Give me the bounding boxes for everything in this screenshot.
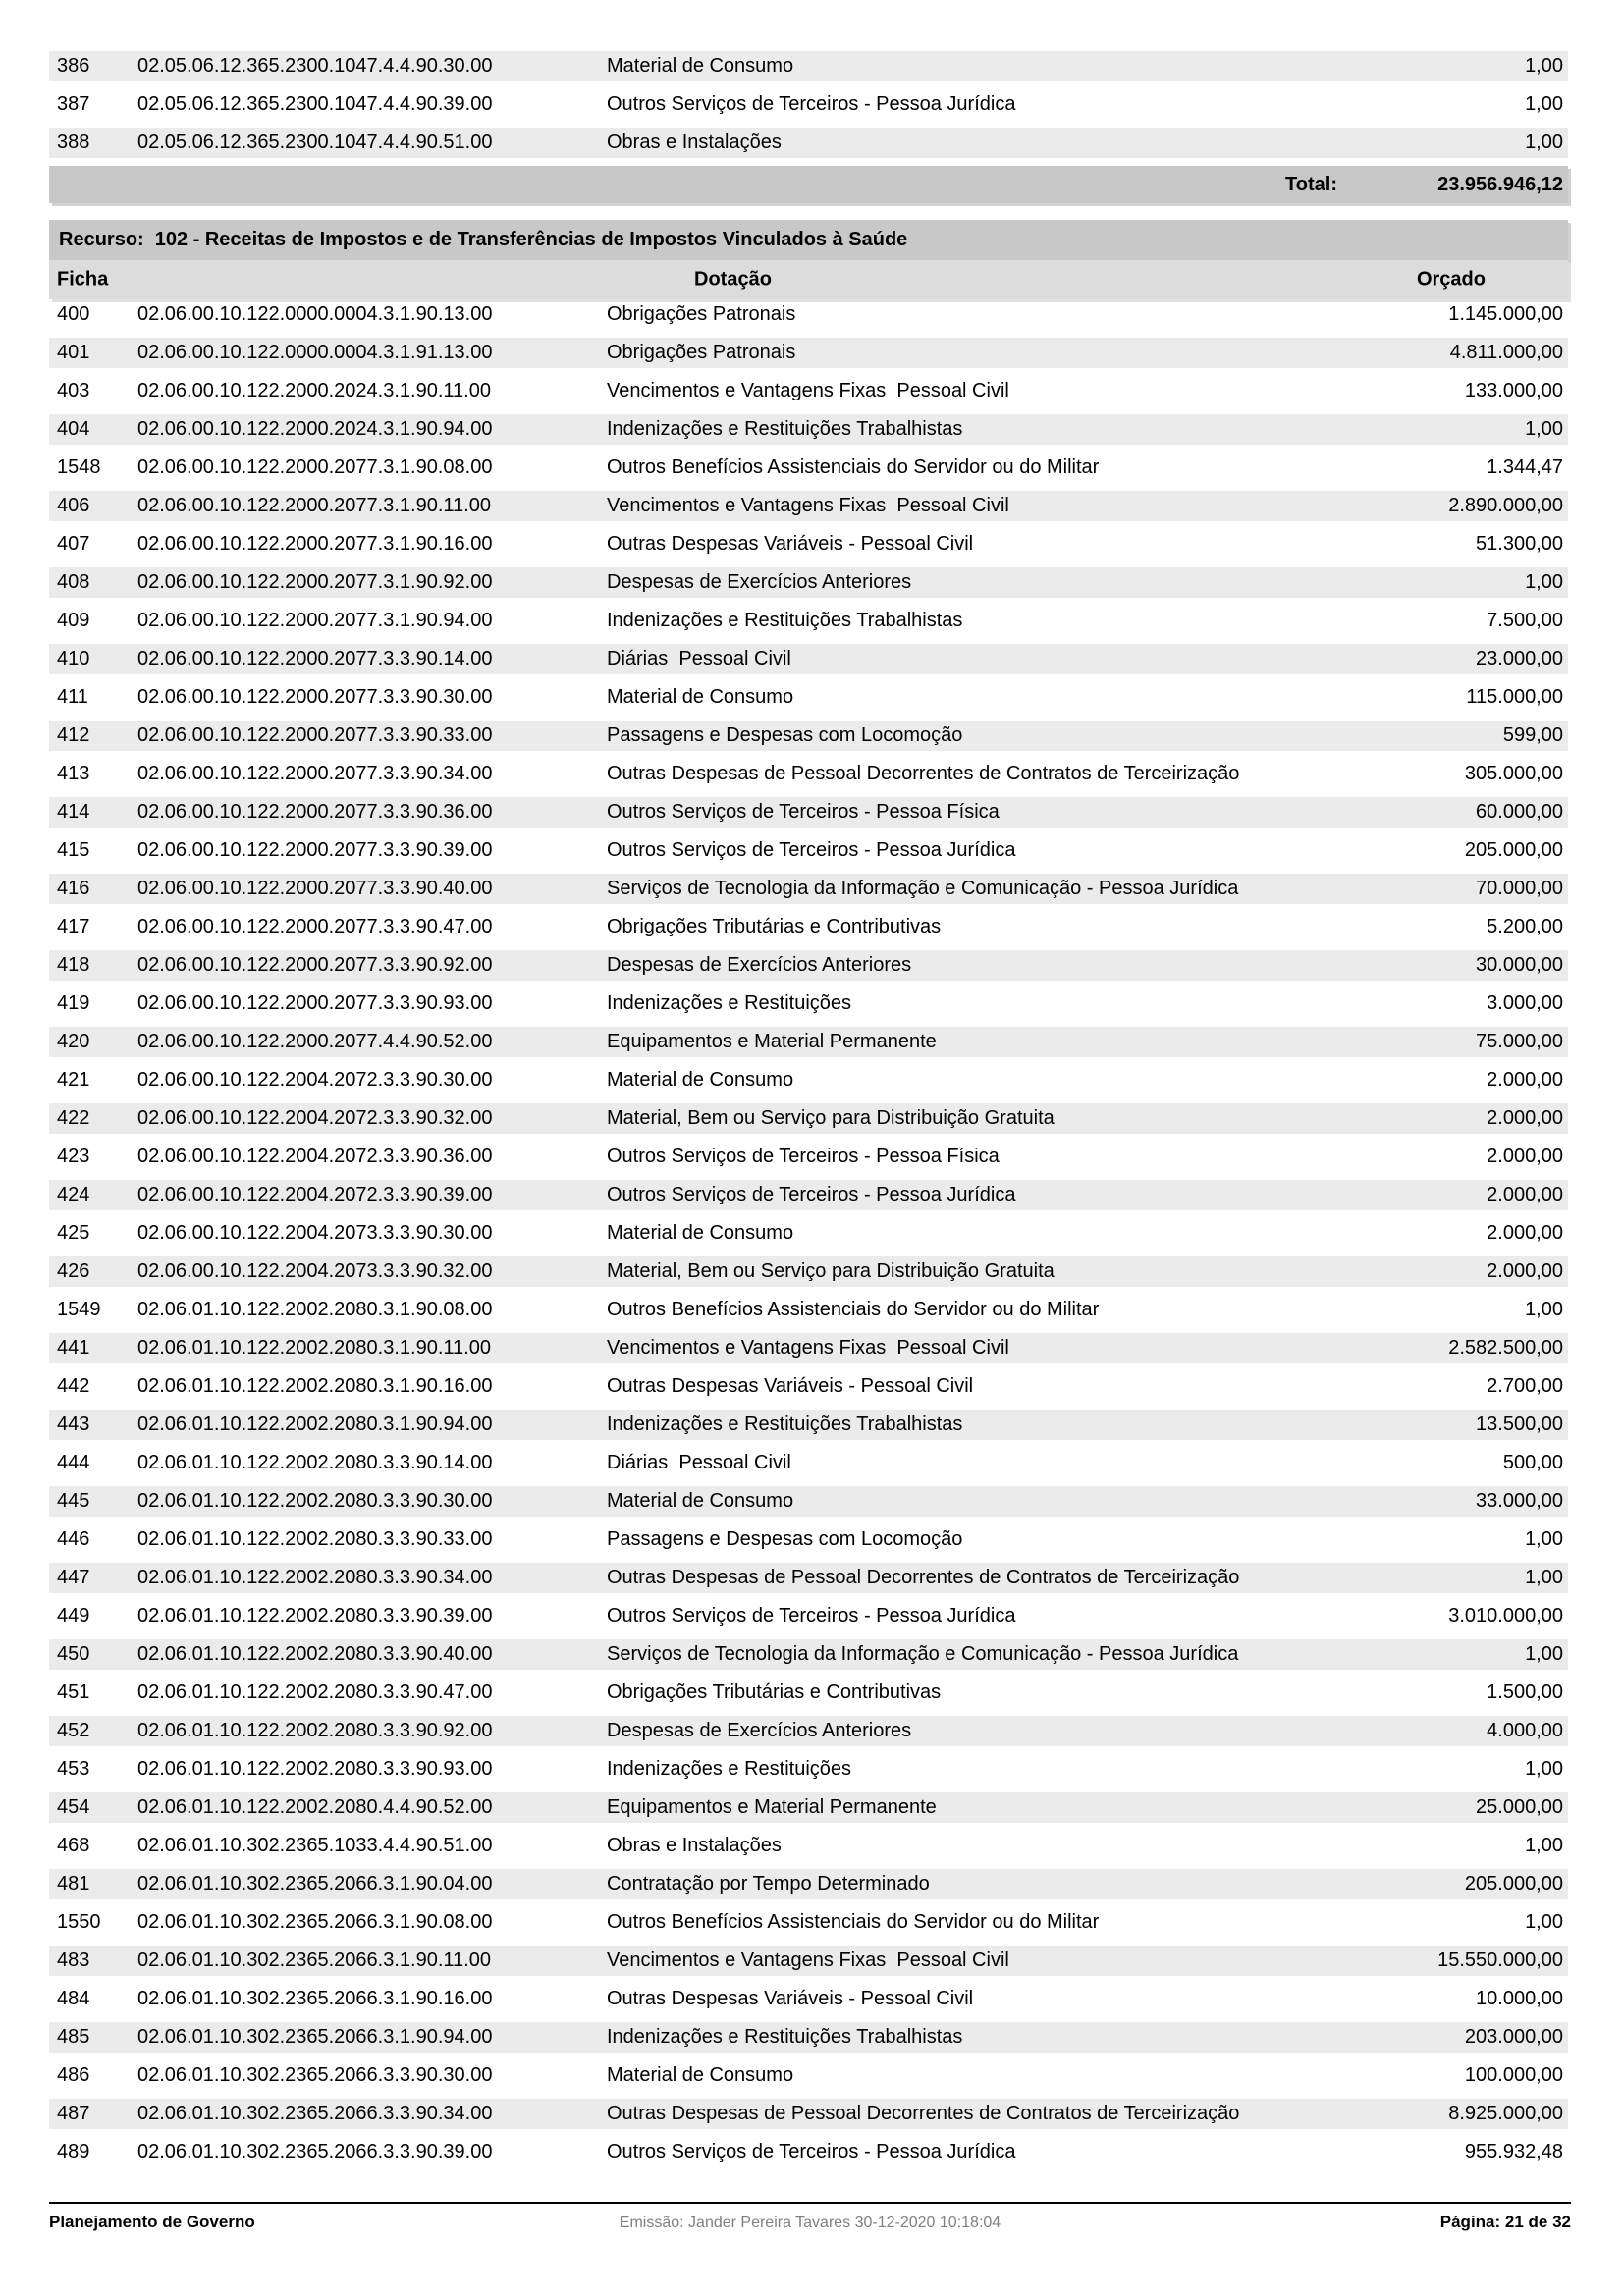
ficha-cell: 423 [57,1146,90,1167]
dotacao-description-cell: Outras Despesas Variáveis - Pessoal Civil [607,533,974,555]
dotacao-code-cell: 02.06.01.10.122.2002.2080.4.4.90.52.00 [137,1796,493,1818]
dotacao-code-cell: 02.05.06.12.365.2300.1047.4.4.90.39.00 [137,93,493,115]
orcado-value-cell: 2.700,00 [1487,1375,1563,1397]
dotacao-description-cell: Indenizações e Restituições Trabalhistas [607,1414,963,1435]
dotacao-description-cell: Vencimentos e Vantagens Fixas Pessoal Civil [607,1337,1009,1359]
ficha-cell: 484 [57,1988,90,2009]
ficha-cell: 412 [57,724,90,746]
orcado-value-cell: 100.000,00 [1464,2064,1563,2086]
resource-label: Recurso: [59,229,144,250]
page-footer [49,2202,1571,2232]
resource-102-rows [49,299,1568,2167]
orcado-value-cell: 51.300,00 [1476,533,1563,555]
table-row [49,2099,1568,2129]
ficha-cell: 447 [57,1567,90,1588]
dotacao-description-cell: Outras Despesas de Pessoal Decorrentes de Contratos de Terceirização [607,763,1240,784]
ficha-cell: 489 [57,2141,90,2163]
dotacao-description-cell: Passagens e Despesas com Locomoção [607,1528,963,1550]
orcado-value-cell: 1,00 [1525,1643,1563,1665]
dotacao-code-cell: 02.06.00.10.122.2004.2072.3.3.90.30.00 [137,1069,493,1091]
dotacao-code-cell: 02.06.00.10.122.2000.2077.3.1.90.92.00 [137,571,493,593]
dotacao-description-cell: Outras Despesas Variáveis - Pessoal Civil [607,1988,974,2009]
dotacao-code-cell: 02.06.01.10.122.2002.2080.3.3.90.33.00 [137,1528,493,1550]
table-row [49,1678,1568,1708]
dotacao-description-cell: Outras Despesas de Pessoal Decorrentes de Contratos de Terceirização [607,1567,1240,1588]
table-row [49,1639,1568,1670]
orcado-value-cell: 599,00 [1502,724,1563,746]
ficha-cell: 410 [57,648,90,669]
table-row [49,376,1568,406]
orcado-value-cell: 203.000,00 [1464,2026,1563,2048]
orcado-value-cell: 500,00 [1502,1452,1563,1473]
orcado-value-cell: 1.145.000,00 [1448,303,1563,325]
orcado-value-cell: 5.200,00 [1487,916,1563,937]
dotacao-code-cell: 02.06.00.10.122.2000.2077.3.3.90.14.00 [137,648,493,669]
table-row [49,606,1568,636]
table-row [49,1103,1568,1134]
dotacao-description-cell: Vencimentos e Vantagens Fixas Pessoal Civil [607,1949,1009,1971]
resource-title: 102 - Receitas de Impostos e de Transferências de Impostos Vinculados à Saúde [154,229,908,250]
dotacao-description-cell: Obras e Instalações [607,132,782,153]
dotacao-code-cell: 02.06.01.10.122.2002.2080.3.3.90.14.00 [137,1452,493,1473]
ficha-cell: 452 [57,1720,90,1741]
ficha-cell: 422 [57,1107,90,1129]
orcado-value-cell: 305.000,00 [1464,763,1563,784]
dotacao-description-cell: Material, Bem ou Serviço para Distribuição Gratuita [607,1107,1055,1129]
dotacao-code-cell: 02.05.06.12.365.2300.1047.4.4.90.51.00 [137,132,493,153]
ficha-cell: 445 [57,1490,90,1512]
dotacao-code-cell: 02.06.00.10.122.2000.2077.3.1.90.94.00 [137,610,493,631]
dotacao-code-cell: 02.06.01.10.122.2002.2080.3.3.90.34.00 [137,1567,493,1588]
orcado-value-cell: 4.811.000,00 [1449,342,1563,363]
ficha-cell: 446 [57,1528,90,1550]
ficha-cell: 1548 [57,456,101,478]
ficha-cell: 1550 [57,1911,101,1933]
table-row [49,1333,1568,1363]
dotacao-description-cell: Outros Benefícios Assistenciais do Servidor ou do Militar [607,456,1100,478]
column-header-ficha: Ficha [57,268,109,291]
orcado-value-cell: 70.000,00 [1476,878,1563,899]
dotacao-code-cell: 02.06.00.10.122.2000.2077.3.3.90.36.00 [137,801,493,823]
orcado-value-cell: 1,00 [1525,1911,1563,1933]
dotacao-code-cell: 02.06.01.10.122.2002.2080.3.3.90.93.00 [137,1758,493,1780]
table-row [49,2022,1568,2053]
table-row [49,1410,1568,1440]
dotacao-code-cell: 02.06.01.10.302.2365.2066.3.3.90.30.00 [137,2064,493,2086]
table-row [49,299,1568,330]
orcado-value-cell: 3.010.000,00 [1448,1605,1563,1627]
orcado-value-cell: 1,00 [1525,1528,1563,1550]
ficha-cell: 468 [57,1835,90,1856]
dotacao-code-cell: 02.06.01.10.302.2365.2066.3.3.90.34.00 [137,2103,493,2124]
dotacao-description-cell: Diárias Pessoal Civil [607,648,791,669]
orcado-value-cell: 115.000,00 [1466,686,1563,708]
orcado-value-cell: 2.000,00 [1487,1222,1563,1244]
table-row [49,1984,1568,2014]
table-row [49,128,1568,158]
table-row [49,644,1568,674]
table-row [49,1524,1568,1555]
table-row [49,1371,1568,1402]
orcado-value-cell: 2.000,00 [1487,1260,1563,1282]
dotacao-description-cell: Indenizações e Restituições [607,992,852,1014]
dotacao-description-cell: Outros Benefícios Assistenciais do Servidor ou do Militar [607,1911,1100,1933]
dotacao-description-cell: Outros Serviços de Terceiros - Pessoa Jurídica [607,1605,1016,1627]
orcado-value-cell: 2.890.000,00 [1448,495,1563,516]
dotacao-code-cell: 02.06.00.10.122.2004.2073.3.3.90.30.00 [137,1222,493,1244]
dotacao-code-cell: 02.06.00.10.122.2000.2077.4.4.90.52.00 [137,1031,493,1052]
dotacao-code-cell: 02.06.01.10.122.2002.2080.3.1.90.08.00 [137,1299,493,1320]
dotacao-description-cell: Material, Bem ou Serviço para Distribuição Gratuita [607,1260,1055,1282]
ficha-cell: 409 [57,610,90,631]
table-row [49,1448,1568,1478]
table-row [49,1831,1568,1861]
dotacao-code-cell: 02.06.00.10.122.2000.2024.3.1.90.11.00 [137,380,491,401]
table-row [49,1256,1568,1287]
dotacao-code-cell: 02.06.01.10.122.2002.2080.3.3.90.39.00 [137,1605,493,1627]
ficha-cell: 1549 [57,1299,101,1320]
dotacao-description-cell: Passagens e Despesas com Locomoção [607,724,963,746]
orcado-value-cell: 1,00 [1525,418,1563,440]
ficha-cell: 401 [57,342,90,363]
dotacao-description-cell: Equipamentos e Material Permanente [607,1796,937,1818]
ficha-cell: 416 [57,878,90,899]
table-row [49,1907,1568,1938]
dotacao-code-cell: 02.06.00.10.122.2000.2077.3.1.90.11.00 [137,495,491,516]
table-row [49,1486,1568,1517]
orcado-value-cell: 25.000,00 [1476,1796,1563,1818]
dotacao-code-cell: 02.06.01.10.302.2365.2066.3.1.90.11.00 [137,1949,491,1971]
ficha-cell: 419 [57,992,90,1014]
orcado-value-cell: 2.582.500,00 [1448,1337,1563,1359]
footer-report-name: Planejamento de Governo [49,2213,255,2231]
previous-resource-rows [49,51,1568,158]
ficha-cell: 408 [57,571,90,593]
table-row [49,1869,1568,1899]
dotacao-code-cell: 02.05.06.12.365.2300.1047.4.4.90.30.00 [137,55,493,77]
dotacao-description-cell: Obrigações Tributárias e Contributivas [607,916,942,937]
footer-emission-info: Emissão: Jander Pereira Tavares 30-12-2020 10:18:04 [619,2215,1001,2231]
dotacao-description-cell: Material de Consumo [607,1222,794,1244]
ficha-cell: 400 [57,303,90,325]
dotacao-description-cell: Indenizações e Restituições [607,1758,852,1780]
orcado-value-cell: 1,00 [1525,1299,1563,1320]
dotacao-code-cell: 02.06.01.10.302.2365.2066.3.1.90.94.00 [137,2026,493,2048]
dotacao-description-cell: Indenizações e Restituições Trabalhistas [607,418,963,440]
ficha-cell: 414 [57,801,90,823]
table-row [49,2060,1568,2091]
orcado-value-cell: 2.000,00 [1487,1069,1563,1091]
footer-page-number: Página: 21 de 32 [1439,2213,1571,2231]
dotacao-code-cell: 02.06.00.10.122.0000.0004.3.1.90.13.00 [137,303,493,325]
dotacao-code-cell: 02.06.00.10.122.2000.2077.3.1.90.08.00 [137,456,493,478]
ficha-cell: 415 [57,839,90,861]
dotacao-code-cell: 02.06.01.10.122.2002.2080.3.1.90.16.00 [137,1375,493,1397]
orcado-value-cell: 1,00 [1525,55,1563,77]
table-row [49,1601,1568,1631]
column-header-orcado: Orçado [1416,268,1486,291]
orcado-value-cell: 30.000,00 [1476,954,1563,976]
table-row [49,1716,1568,1746]
dotacao-code-cell: 02.06.00.10.122.2004.2072.3.3.90.36.00 [137,1146,493,1167]
dotacao-description-cell: Material de Consumo [607,55,794,77]
table-row [49,912,1568,942]
ficha-cell: 388 [57,132,90,153]
ficha-cell: 451 [57,1682,90,1703]
dotacao-description-cell: Outros Serviços de Terceiros - Pessoa Física [607,1146,1000,1167]
ficha-cell: 441 [57,1337,90,1359]
orcado-value-cell: 1,00 [1525,132,1563,153]
table-row [49,759,1568,789]
dotacao-description-cell: Outros Serviços de Terceiros - Pessoa Jurídica [607,1184,1016,1205]
orcado-value-cell: 1,00 [1525,571,1563,593]
dotacao-code-cell: 02.06.00.10.122.2000.2077.3.3.90.40.00 [137,878,493,899]
ficha-cell: 454 [57,1796,90,1818]
table-row [49,1027,1568,1057]
dotacao-code-cell: 02.06.00.10.122.2000.2077.3.3.90.93.00 [137,992,493,1014]
dotacao-description-cell: Contratação por Tempo Determinado [607,1873,930,1895]
orcado-value-cell: 8.925.000,00 [1448,2103,1563,2124]
table-row [49,1792,1568,1823]
dotacao-description-cell: Despesas de Exercícios Anteriores [607,954,912,976]
orcado-value-cell: 4.000,00 [1487,1720,1563,1741]
table-row [49,89,1568,120]
dotacao-code-cell: 02.06.01.10.122.2002.2080.3.3.90.92.00 [137,1720,493,1741]
table-row [49,1563,1568,1593]
table-row [49,950,1568,981]
dotacao-code-cell: 02.06.01.10.122.2002.2080.3.1.90.11.00 [137,1337,491,1359]
dotacao-code-cell: 02.06.01.10.122.2002.2080.3.3.90.40.00 [137,1643,493,1665]
dotacao-code-cell: 02.06.01.10.122.2002.2080.3.3.90.30.00 [137,1490,493,1512]
dotacao-description-cell: Equipamentos e Material Permanente [607,1031,937,1052]
dotacao-description-cell: Vencimentos e Vantagens Fixas Pessoal Civil [607,495,1009,516]
dotacao-code-cell: 02.06.01.10.302.2365.2066.3.3.90.39.00 [137,2141,493,2163]
table-row [49,529,1568,560]
resource-section-header [49,220,1568,260]
column-header-dotacao: Dotação [694,268,772,291]
dotacao-code-cell: 02.06.00.10.122.2000.2077.3.3.90.30.00 [137,686,493,708]
ficha-cell: 413 [57,763,90,784]
orcado-value-cell: 10.000,00 [1476,1988,1563,2009]
orcado-value-cell: 13.500,00 [1476,1414,1563,1435]
dotacao-description-cell: Outros Serviços de Terceiros - Pessoa Jurídica [607,839,1016,861]
table-row [49,1754,1568,1785]
dotacao-description-cell: Obrigações Patronais [607,342,796,363]
table-row [49,567,1568,598]
table-row [49,2137,1568,2167]
orcado-value-cell: 2.000,00 [1487,1146,1563,1167]
table-row [49,721,1568,751]
dotacao-description-cell: Obrigações Patronais [607,303,796,325]
dotacao-code-cell: 02.06.00.10.122.2000.2077.3.3.90.39.00 [137,839,493,861]
dotacao-code-cell: 02.06.01.10.302.2365.2066.3.1.90.16.00 [137,1988,493,2009]
orcado-value-cell: 1,00 [1525,1835,1563,1856]
dotacao-code-cell: 02.06.00.10.122.2000.2024.3.1.90.94.00 [137,418,493,440]
ficha-cell: 453 [57,1758,90,1780]
orcado-value-cell: 2.000,00 [1487,1184,1563,1205]
table-row [49,338,1568,368]
total-value: 23.956.946,12 [1437,173,1563,195]
ficha-cell: 450 [57,1643,90,1665]
dotacao-code-cell: 02.06.00.10.122.2004.2072.3.3.90.39.00 [137,1184,493,1205]
dotacao-description-cell: Material de Consumo [607,1490,794,1512]
ficha-cell: 483 [57,1949,90,1971]
orcado-value-cell: 23.000,00 [1476,648,1563,669]
orcado-value-cell: 15.550.000,00 [1437,1949,1563,1971]
table-row [49,835,1568,866]
ficha-cell: 487 [57,2103,90,2124]
dotacao-description-cell: Despesas de Exercícios Anteriores [607,1720,912,1741]
orcado-value-cell: 75.000,00 [1476,1031,1563,1052]
orcado-value-cell: 205.000,00 [1464,839,1563,861]
orcado-value-cell: 1,00 [1525,93,1563,115]
dotacao-code-cell: 02.06.01.10.302.2365.1033.4.4.90.51.00 [137,1835,493,1856]
orcado-value-cell: 3.000,00 [1487,992,1563,1014]
ficha-cell: 404 [57,418,90,440]
table-row [49,1065,1568,1095]
ficha-cell: 485 [57,2026,90,2048]
table-row [49,1180,1568,1210]
ficha-cell: 411 [57,686,88,708]
dotacao-code-cell: 02.06.00.10.122.0000.0004.3.1.91.13.00 [137,342,493,363]
dotacao-code-cell: 02.06.00.10.122.2000.2077.3.3.90.33.00 [137,724,493,746]
dotacao-description-cell: Outros Serviços de Terceiros - Pessoa Física [607,801,1000,823]
dotacao-code-cell: 02.06.00.10.122.2000.2077.3.3.90.34.00 [137,763,493,784]
dotacao-description-cell: Outras Despesas de Pessoal Decorrentes de Contratos de Terceirização [607,2103,1240,2124]
dotacao-description-cell: Outros Benefícios Assistenciais do Servidor ou do Militar [607,1299,1100,1320]
table-row [49,1946,1568,1976]
dotacao-description-cell: Material de Consumo [607,2064,794,2086]
ficha-cell: 481 [57,1873,90,1895]
resource-total-row [49,166,1568,203]
dotacao-description-cell: Outras Despesas Variáveis - Pessoal Civil [607,1375,974,1397]
dotacao-description-cell: Material de Consumo [607,1069,794,1091]
ficha-cell: 417 [57,916,90,937]
dotacao-description-cell: Indenizações e Restituições Trabalhistas [607,610,963,631]
orcado-value-cell: 60.000,00 [1476,801,1563,823]
orcado-value-cell: 33.000,00 [1476,1490,1563,1512]
ficha-cell: 406 [57,495,90,516]
orcado-value-cell: 1,00 [1525,1758,1563,1780]
report-body [49,0,1568,2167]
dotacao-description-cell: Obras e Instalações [607,1835,782,1856]
dotacao-description-cell: Serviços de Tecnologia da Informação e Comunicação - Pessoa Jurídica [607,878,1239,899]
ficha-cell: 403 [57,380,90,401]
dotacao-description-cell: Obrigações Tributárias e Contributivas [607,1682,942,1703]
ficha-cell: 443 [57,1414,90,1435]
dotacao-description-cell: Diárias Pessoal Civil [607,1452,791,1473]
dotacao-description-cell: Despesas de Exercícios Anteriores [607,571,912,593]
dotacao-description-cell: Outros Serviços de Terceiros - Pessoa Jurídica [607,93,1016,115]
total-label: Total: [1285,173,1337,195]
dotacao-code-cell: 02.06.00.10.122.2000.2077.3.1.90.16.00 [137,533,493,555]
orcado-value-cell: 7.500,00 [1487,610,1563,631]
table-row [49,491,1568,521]
dotacao-description-cell: Vencimentos e Vantagens Fixas Pessoal Civil [607,380,1009,401]
dotacao-code-cell: 02.06.01.10.302.2365.2066.3.1.90.08.00 [137,1911,493,1933]
table-row [49,414,1568,445]
orcado-value-cell: 133.000,00 [1464,380,1563,401]
orcado-value-cell: 2.000,00 [1487,1107,1563,1129]
table-row [49,1295,1568,1325]
orcado-value-cell: 205.000,00 [1464,1873,1563,1895]
dotacao-code-cell: 02.06.01.10.122.2002.2080.3.3.90.47.00 [137,1682,493,1703]
ficha-cell: 407 [57,533,90,555]
ficha-cell: 425 [57,1222,90,1244]
dotacao-description-cell: Serviços de Tecnologia da Informação e Comunicação - Pessoa Jurídica [607,1643,1239,1665]
ficha-cell: 386 [57,55,90,77]
table-row [49,988,1568,1019]
dotacao-code-cell: 02.06.01.10.122.2002.2080.3.1.90.94.00 [137,1414,493,1435]
ficha-cell: 442 [57,1375,90,1397]
orcado-value-cell: 1.500,00 [1487,1682,1563,1703]
dotacao-code-cell: 02.06.01.10.302.2365.2066.3.1.90.04.00 [137,1873,493,1895]
ficha-cell: 421 [57,1069,90,1091]
ficha-cell: 444 [57,1452,90,1473]
dotacao-description-cell: Material de Consumo [607,686,794,708]
table-column-header [49,260,1568,299]
dotacao-description-cell: Outros Serviços de Terceiros - Pessoa Jurídica [607,2141,1016,2163]
table-row [49,1142,1568,1172]
table-row [49,1218,1568,1249]
ficha-cell: 418 [57,954,90,976]
dotacao-code-cell: 02.06.00.10.122.2000.2077.3.3.90.47.00 [137,916,493,937]
orcado-value-cell: 955.932,48 [1464,2141,1563,2163]
ficha-cell: 387 [57,93,90,115]
ficha-cell: 420 [57,1031,90,1052]
ficha-cell: 424 [57,1184,90,1205]
ficha-cell: 486 [57,2064,90,2086]
dotacao-code-cell: 02.06.00.10.122.2004.2073.3.3.90.32.00 [137,1260,493,1282]
dotacao-code-cell: 02.06.00.10.122.2000.2077.3.3.90.92.00 [137,954,493,976]
dotacao-description-cell: Indenizações e Restituições Trabalhistas [607,2026,963,2048]
ficha-cell: 426 [57,1260,90,1282]
table-row [49,51,1568,81]
orcado-value-cell: 1,00 [1525,1567,1563,1588]
table-row [49,874,1568,904]
ficha-cell: 449 [57,1605,90,1627]
table-row [49,682,1568,713]
orcado-value-cell: 1.344,47 [1487,456,1563,478]
table-row [49,453,1568,483]
dotacao-code-cell: 02.06.00.10.122.2004.2072.3.3.90.32.00 [137,1107,493,1129]
table-row [49,797,1568,828]
